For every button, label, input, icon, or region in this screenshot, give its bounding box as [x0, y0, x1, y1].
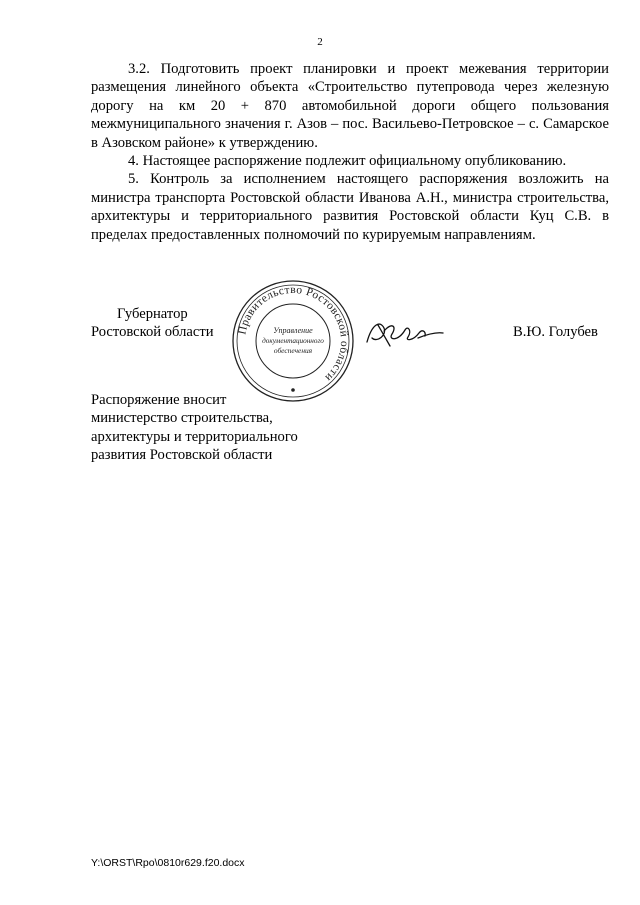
seal-inner-line3: обеспечения: [273, 346, 313, 355]
signatory-title-line2: Ростовской области: [91, 324, 214, 341]
handwritten-signature: [364, 316, 446, 352]
submitted-by-line3: архитектуры и территориального: [91, 428, 298, 445]
order-body: [91, 60, 609, 244]
seal-outer-text: Правительство Ростовской области: [236, 283, 351, 384]
submitted-by-line1: Распоряжение вносит: [91, 392, 227, 408]
signatory-title-line1: Губернатор: [117, 306, 188, 322]
paragraph-5: 5. Контроль за исполнением настоящего распоряжения возложить на министра транспорта Ростовской области Иванова А.Н., министра строительства, архитектуры и территориального развития Ростовской области Куц С.В. в пределах предоставленных полномочий по курируемым направлениям.: [91, 171, 609, 243]
submitted-by-block: [91, 391, 298, 465]
submitted-by-line4: развития Ростовской области: [91, 447, 273, 464]
submitted-by-line2: министерство строительства,: [91, 410, 273, 427]
paragraph-4: 4. Настоящее распоряжение подлежит официальному опубликованию.: [128, 153, 567, 170]
page-number: 2: [317, 36, 323, 48]
signer-name: В.Ю. Голубев: [513, 324, 598, 340]
paragraph-3-2: 3.2. Подготовить проект планировки и проект межевания территории размещения линейного объекта «Строительство путепровода через железную дорогу на км 20 + 870 автомобильной дороги общего пользования межмуниципального значения г. Азов – пос. Васильево-Петровское – с. Самарское в Азовском районе» к утверждению.: [91, 61, 609, 151]
signatory-title: [91, 305, 214, 342]
file-path-footer: Y:\ORST\Rpo\0810r629.f20.docx: [91, 857, 245, 869]
seal-inner-line1: Управление: [273, 326, 313, 335]
seal-inner-line2: документационного: [262, 337, 324, 345]
official-seal: [231, 279, 355, 403]
